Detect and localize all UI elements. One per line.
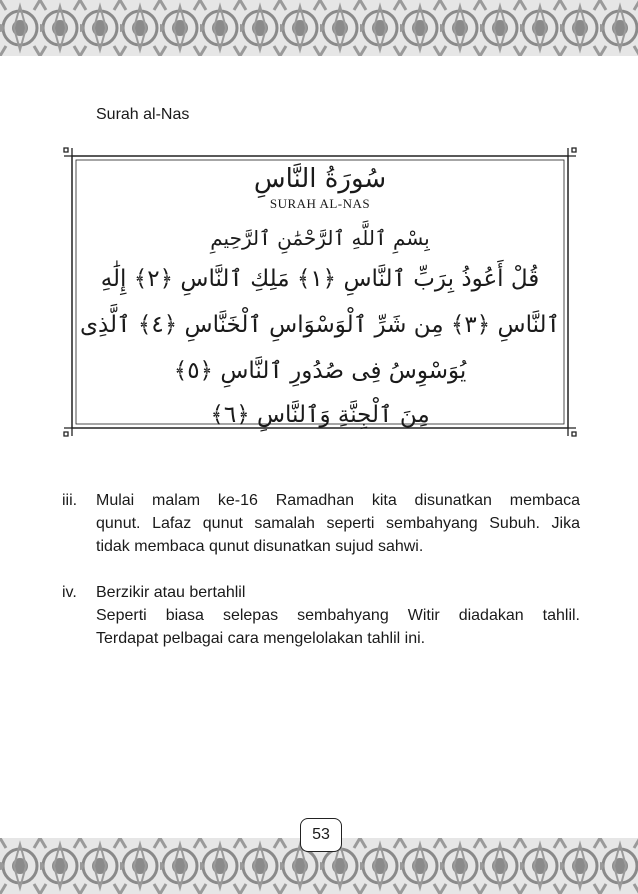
page-number: 53 bbox=[300, 818, 342, 852]
surah-arabic-title: سُورَةُ النَّاسِ bbox=[253, 164, 387, 194]
item-line: Mulai malam ke-16 Ramadhan kita disunatkan membaca bbox=[96, 492, 580, 509]
verse-line: مِنَ ٱلْجِنَّةِ وَٱلنَّاسِ ﴿٦﴾ bbox=[210, 402, 430, 428]
verse-line: يُوَسْوِسُ فِى صُدُورِ ٱلنَّاسِ ﴿٥﴾ bbox=[173, 358, 467, 384]
item-line: Seperti biasa selepas sembahyang Witir diadakan tahlil. bbox=[96, 607, 580, 624]
item-text bbox=[96, 581, 580, 650]
verse-line: ٱلنَّاسِ ﴿٣﴾ مِن شَرِّ ٱلْوَسْوَاسِ ٱلْخَنَّاسِ ﴿٤﴾ ٱلَّذِى bbox=[79, 312, 560, 338]
surah-latin-title: SURAH AL-NAS bbox=[269, 196, 371, 211]
item-line: Terdapat pelbagai cara mengelolakan tahlil ini. bbox=[96, 630, 426, 647]
top-ornamental-border bbox=[0, 0, 638, 56]
surah-frame bbox=[60, 144, 580, 440]
basmala: بِسْمِ ٱللَّهِ ٱلرَّحْمَٰنِ ٱلرَّحِيمِ bbox=[210, 226, 430, 250]
list-item bbox=[62, 489, 580, 558]
item-text bbox=[96, 489, 580, 558]
page-heading: Surah al-Nas bbox=[96, 106, 190, 123]
item-line: tidak membaca qunut disunatkan sujud sahwi. bbox=[96, 538, 424, 555]
item-label: iii. bbox=[62, 492, 78, 509]
item-line: qunut. Lafaz qunut samalah seperti sembahyang Subuh. Jika bbox=[96, 515, 580, 532]
verse-line: قُلْ أَعُوذُ بِرَبِّ ٱلنَّاسِ ﴿١﴾ مَلِكِ ٱلنَّاسِ ﴿٢﴾ إِلَٰهِ bbox=[100, 266, 540, 292]
list-item bbox=[62, 581, 580, 650]
item-line: Berzikir atau bertahlil bbox=[96, 584, 246, 601]
item-label: iv. bbox=[62, 584, 77, 601]
